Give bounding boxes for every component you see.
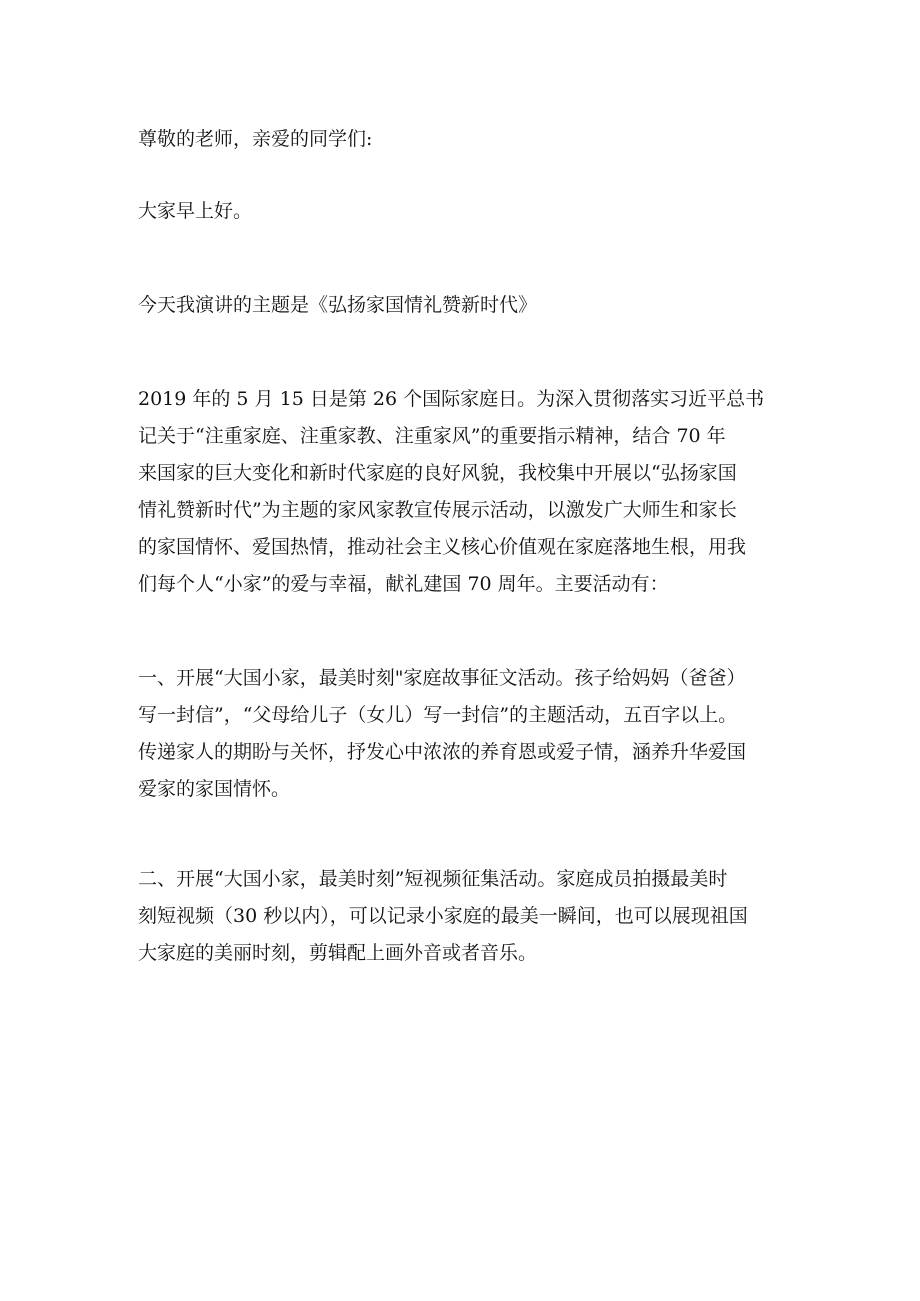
- activity-two-line: 二、开展“大国小家，最美时刻”短视频征集活动。家庭成员拍摄最美时: [138, 868, 728, 890]
- intro-line: 情礼赞新时代”为主题的家风家教宣传展示活动，以激发广大师生和家长: [138, 499, 737, 521]
- greeting-text: 尊敬的老师，亲爱的同学们:: [138, 128, 373, 150]
- activity-two-line: 大家庭的美丽时刻，剪辑配上画外音或者音乐。: [138, 942, 538, 964]
- activity-one-paragraph: [138, 660, 806, 808]
- morning-paragraph: [138, 193, 806, 230]
- topic-paragraph: [138, 287, 806, 324]
- document-body: [138, 121, 806, 972]
- activity-one-line: 一、开展“大国小家，最美时刻"家庭故事征文活动。孩子给妈妈（爸爸）: [138, 667, 746, 689]
- topic-text: 今天我演讲的主题是《弘扬家国情礼赞新时代》: [138, 294, 538, 316]
- intro-paragraph: [138, 381, 806, 603]
- activity-two-line: 刻短视频（30 秒以内），可以记录小家庭的最美一瞬间，也可以展现祖国: [138, 905, 748, 927]
- intro-line: 的家国情怀、爱国热情，推动社会主义核心价值观在家庭落地生根，用我: [138, 536, 747, 558]
- activity-one-line: 传递家人的期盼与关怀，抒发心中浓浓的养育恩或爱子情，涵养升华爱国: [138, 741, 747, 763]
- activity-one-line: 爱家的家国情怀。: [138, 778, 291, 800]
- activity-two-paragraph: [138, 861, 806, 972]
- morning-text: 大家早上好。: [138, 200, 253, 222]
- intro-line: 们每个人“小家”的爱与幸福，献礼建国 70 周年。主要活动有：: [138, 573, 669, 595]
- intro-line: 2019 年的 5 月 15 日是第 26 个国际家庭日。为深入贯彻落实习近平总书: [138, 388, 765, 410]
- greeting-paragraph: [138, 121, 806, 158]
- intro-line: 记关于“注重家庭、注重家教、注重家风”的重要指示精神，结合 70 年: [138, 425, 726, 447]
- intro-line: 来国家的巨大变化和新时代家庭的良好风貌，我校集中开展以“弘扬家国: [138, 462, 737, 484]
- activity-one-line: 写一封信”，“父母给儿子（女儿）写一封信”的主题活动，五百字以上。: [138, 704, 738, 726]
